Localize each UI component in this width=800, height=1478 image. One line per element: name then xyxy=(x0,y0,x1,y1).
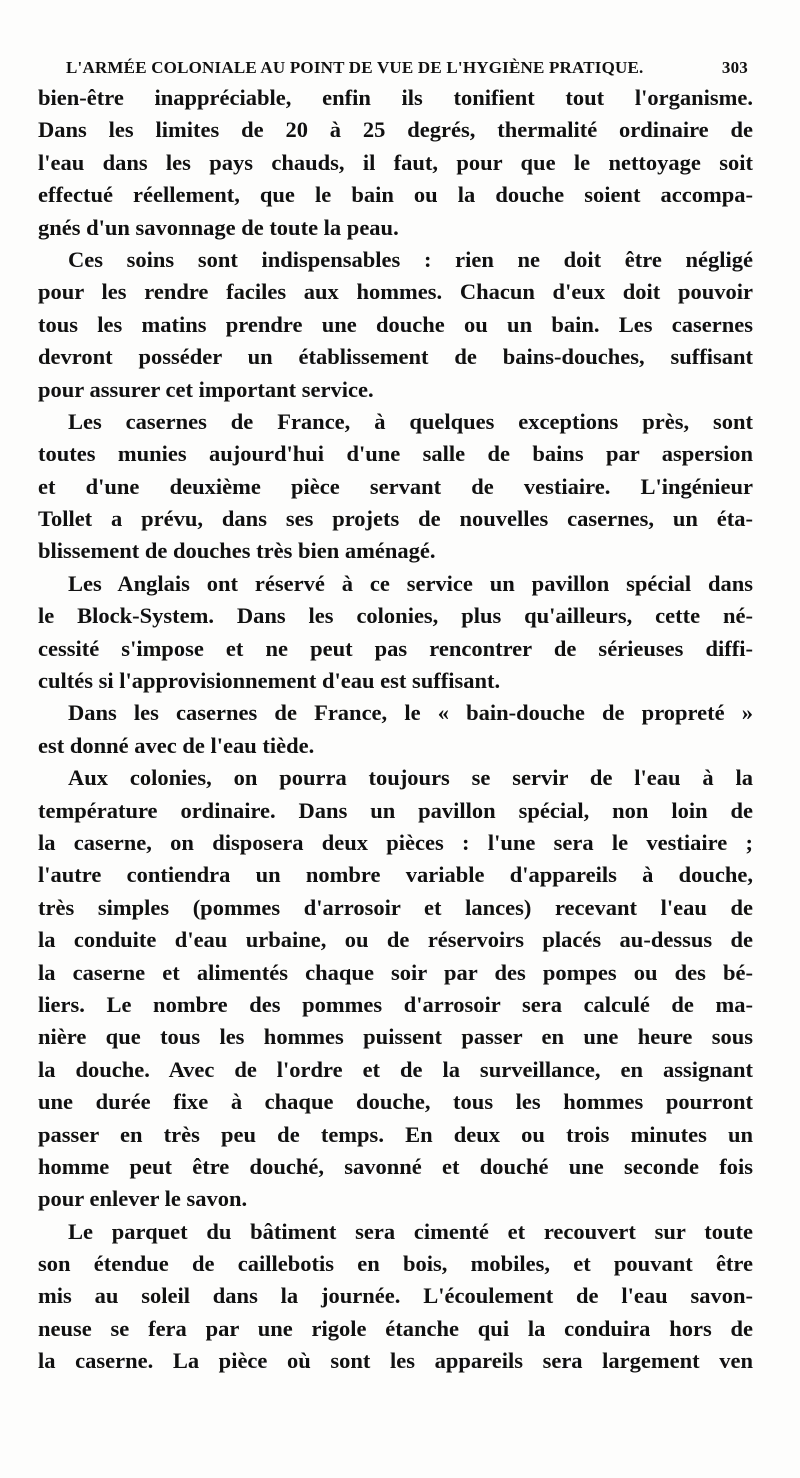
text-line: la conduite d'eau urbaine, ou de réservoirs placés au-dessus de xyxy=(38,927,753,953)
text-line: mis au soleil dans la journée. L'écoulement de l'eau savon- xyxy=(38,1283,753,1309)
text-line: pour les rendre faciles aux hommes. Chacun d'eux doit pouvoir xyxy=(38,279,753,305)
text-line: le Block-System. Dans les colonies, plus qu'ailleurs, cette né- xyxy=(38,603,753,629)
text-line: Aux colonies, on pourra toujours se servir de l'eau à la xyxy=(68,765,753,791)
text-line: est donné avec de l'eau tiède. xyxy=(38,732,315,758)
page-number: 303 xyxy=(721,58,748,77)
text-line: une durée fixe à chaque douche, tous les hommes pourront xyxy=(38,1089,753,1115)
text-line: très simples (pommes d'arrosoir et lances) recevant l'eau de xyxy=(38,894,753,920)
text-line: nière que tous les hommes puissent passer en une heure sous xyxy=(38,1024,753,1050)
body-text xyxy=(38,82,753,1378)
text-line: effectué réellement, que le bain ou la douche soient accompa- xyxy=(38,182,753,208)
text-line: Tollet a prévu, dans ses projets de nouvelles casernes, un éta- xyxy=(38,506,753,532)
text-line: Les casernes de France, à quelques exceptions près, sont xyxy=(68,408,753,434)
text-line: gnés d'un savonnage de toute la peau. xyxy=(38,214,399,240)
text-line: la caserne, on disposera deux pièces : l'une sera le vestiaire ; xyxy=(38,829,753,855)
text-line: Dans les limites de 20 à 25 degrés, thermalité ordinaire de xyxy=(38,117,753,143)
text-line: la caserne. La pièce où sont les appareils sera largement ven xyxy=(38,1348,753,1374)
text-line: l'autre contiendra un nombre variable d'appareils à douche, xyxy=(38,862,753,888)
text-line: cultés si l'approvisionnement d'eau est suffisant. xyxy=(38,668,501,694)
text-line: blissement de douches très bien aménagé. xyxy=(38,538,436,564)
text-line: toutes munies aujourd'hui d'une salle de bains par aspersion xyxy=(38,441,753,467)
text-line: cessité s'impose et ne peut pas rencontrer de sérieuses diffi- xyxy=(38,635,753,661)
text-line: et d'une deuxième pièce servant de vestiaire. L'ingénieur xyxy=(38,473,753,499)
text-line: Les Anglais ont réservé à ce service un pavillon spécial dans xyxy=(68,570,753,596)
text-line: homme peut être douché, savonné et douché une seconde fois xyxy=(38,1153,753,1179)
text-line: neuse se fera par une rigole étanche qui la conduira hors de xyxy=(38,1315,753,1341)
text-line: son étendue de caillebotis en bois, mobiles, et pouvant être xyxy=(38,1251,753,1277)
text-line: devront posséder un établissement de bains-douches, suffisant xyxy=(38,344,753,370)
text-line: Dans les casernes de France, le « bain-douche de propreté » xyxy=(68,700,753,726)
text-line: pour enlever le savon. xyxy=(38,1186,248,1212)
text-line: la caserne et alimentés chaque soir par des pompes ou des bé- xyxy=(38,959,753,985)
running-title: L'ARMÉE COLONIALE AU POINT DE VUE DE L'HYGIÈNE PRATIQUE. xyxy=(66,58,644,77)
text-line: liers. Le nombre des pommes d'arrosoir sera calculé de ma- xyxy=(38,991,753,1017)
text-line: passer en très peu de temps. En deux ou trois minutes un xyxy=(38,1121,753,1147)
text-line: bien-être inappréciable, enfin ils tonifient tout l'organisme. xyxy=(38,85,753,110)
text-line: l'eau dans les pays chauds, il faut, pour que le nettoyage soit xyxy=(38,149,753,175)
text-line: température ordinaire. Dans un pavillon spécial, non loin de xyxy=(38,797,753,823)
running-head xyxy=(66,58,748,82)
text-line: Le parquet du bâtiment sera cimenté et recouvert sur toute xyxy=(68,1218,753,1244)
text-line: pour assurer cet important service. xyxy=(38,376,374,402)
text-line: Ces soins sont indispensables : rien ne doit être négligé xyxy=(68,246,753,272)
text-line: la douche. Avec de l'ordre et de la surveillance, en assignant xyxy=(38,1056,753,1082)
text-line: tous les matins prendre une douche ou un bain. Les casernes xyxy=(38,311,753,337)
